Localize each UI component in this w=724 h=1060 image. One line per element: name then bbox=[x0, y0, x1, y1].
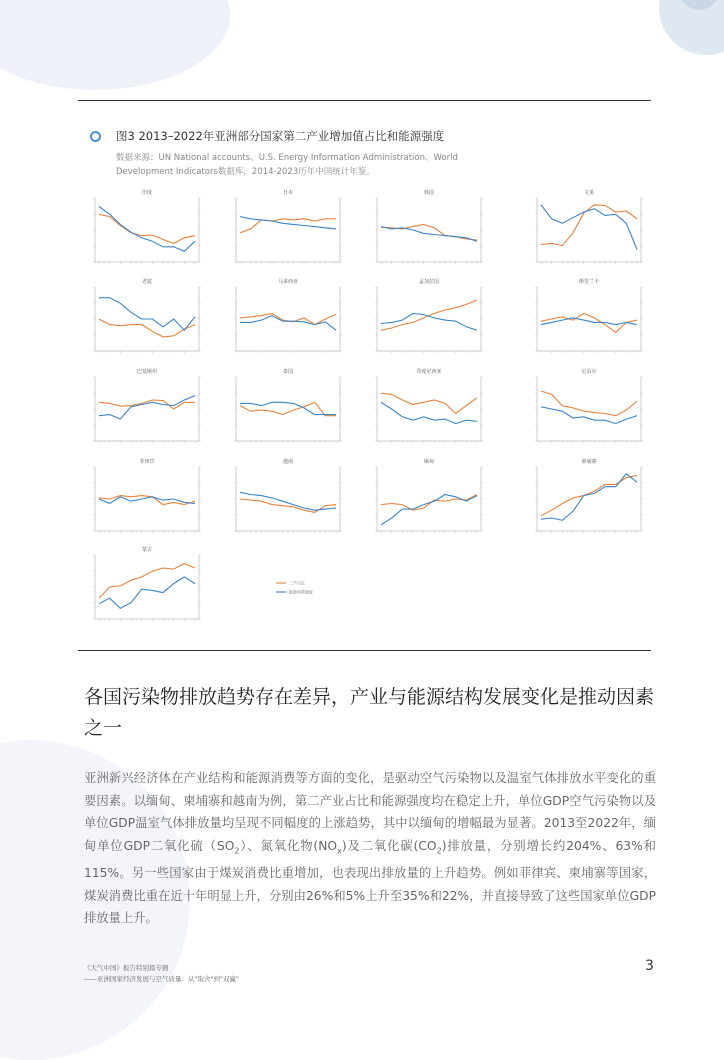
energy-intensity-line bbox=[240, 217, 336, 229]
mini-chart-title: 菲律宾 bbox=[139, 459, 155, 465]
mini-chart-title: 越南 bbox=[282, 459, 294, 465]
section-heading: 各国污染物排放趋势存在差异，产业与能源结构发展变化是推动因素之一 bbox=[84, 686, 655, 739]
mini-chart bbox=[535, 458, 643, 533]
industry-share-line bbox=[240, 499, 336, 512]
figure-source: 数据来源：UN National accounts、U.S. Energy Information Administration、World Development Indicators数据库，2014-2023历年中国统计年鉴。 bbox=[116, 153, 458, 177]
mini-chart bbox=[234, 368, 342, 443]
footer bbox=[84, 963, 239, 985]
page-number: 3 bbox=[645, 958, 654, 974]
industry-share-line bbox=[381, 300, 477, 330]
mini-chart-title: 柬埔寨 bbox=[581, 459, 597, 465]
footer-line-1: 《大气中国》报告特别篇专题 bbox=[84, 964, 169, 972]
figure-bottom-rule bbox=[78, 650, 651, 651]
mini-chart-title: 老挝 bbox=[141, 279, 153, 285]
mini-chart bbox=[93, 368, 201, 443]
energy-intensity-line bbox=[99, 577, 195, 608]
mini-chart-title: 蒙古 bbox=[141, 547, 153, 553]
energy-intensity-line bbox=[381, 227, 477, 242]
mini-chart-title: 印度尼西亚 bbox=[416, 369, 442, 375]
mini-chart bbox=[93, 458, 201, 533]
energy-intensity-line bbox=[381, 495, 477, 525]
industry-share-line bbox=[99, 564, 195, 599]
mini-chart-title: 尼泊尔 bbox=[581, 369, 597, 375]
energy-intensity-line bbox=[541, 318, 637, 325]
energy-intensity-line bbox=[240, 316, 336, 331]
industry-share-line bbox=[381, 393, 477, 413]
mini-chart bbox=[375, 458, 483, 533]
figure-title: 图3 2013–2022年亚洲部分国家第二产业增加值占比和能源强度 bbox=[116, 129, 445, 143]
mini-chart bbox=[375, 278, 483, 353]
mini-chart bbox=[234, 278, 342, 353]
energy-intensity-line bbox=[381, 402, 477, 423]
mini-chart bbox=[234, 189, 342, 264]
industry-share-line bbox=[99, 319, 195, 337]
energy-intensity-line bbox=[541, 407, 637, 424]
body-paragraph: 亚洲新兴经济体在产业结构和能源消费等方面的变化，是驱动空气污染物以及温室气体排放水平变化的重要因素。以缅甸、柬埔寨和越南为例，第二产业占比和能源强度均在稳定上升，单位GDP空气污染物以及单位GDP温室气体排放量均呈现不同幅度的上涨趋势，其中以缅甸的增幅最为显著。2013至2022年，缅甸单位GDP二氧化硫$(SO_2)$、氮氧化物$(NO_x)$及二氧化碳$(CO_2)$排放量，分别增长约204%、63%和115%。另一些国家由于煤炭消费比重增加，也表现出排放量的上升趋势。例如菲律宾、柬埔寨等国家，煤炭消费比重在近十年明显上升，分别由26%和5%上升至35%和22%，并直接导致了这些国家单位GDP排放量上升。 bbox=[84, 771, 656, 926]
mini-chart-title: 印度 bbox=[141, 190, 153, 196]
energy-intensity-line bbox=[99, 207, 195, 252]
energy-intensity-line bbox=[99, 396, 195, 420]
mini-chart-title: 缅甸 bbox=[423, 459, 435, 465]
industry-share-line bbox=[541, 391, 637, 416]
mini-chart-title: 泰国 bbox=[282, 369, 294, 375]
chart-legend bbox=[276, 580, 313, 595]
mini-chart bbox=[375, 368, 483, 443]
energy-intensity-line bbox=[381, 313, 477, 330]
mini-chart-title: 巴基斯坦 bbox=[136, 369, 158, 375]
energy-intensity-line bbox=[541, 474, 637, 521]
mini-chart-title: 孟加拉国 bbox=[418, 279, 440, 285]
mini-chart bbox=[535, 368, 643, 443]
industry-share-line bbox=[541, 476, 637, 516]
footer-line-2: ——亚洲国家经济发展与空气质量：从"取舍"到"双赢" bbox=[84, 975, 239, 983]
mini-chart bbox=[93, 189, 201, 264]
mini-chart bbox=[375, 189, 483, 264]
mini-chart bbox=[234, 458, 342, 533]
mini-chart bbox=[93, 546, 201, 621]
industry-share-line bbox=[99, 496, 195, 505]
mini-chart bbox=[93, 278, 201, 353]
mini-chart-title: 文莱 bbox=[583, 190, 595, 196]
legend-label: 能源消费强度 bbox=[289, 589, 313, 595]
mini-chart-title: 日本 bbox=[282, 190, 294, 196]
mini-chart-title: 韩国 bbox=[423, 190, 435, 196]
mini-chart bbox=[535, 189, 643, 264]
legend-label: 二产占比 bbox=[289, 580, 305, 586]
mini-chart bbox=[535, 278, 643, 353]
mini-chart-title: 斯里兰卡 bbox=[578, 279, 600, 285]
mini-chart-title: 马来西亚 bbox=[277, 279, 299, 285]
industry-share-line bbox=[240, 219, 336, 233]
